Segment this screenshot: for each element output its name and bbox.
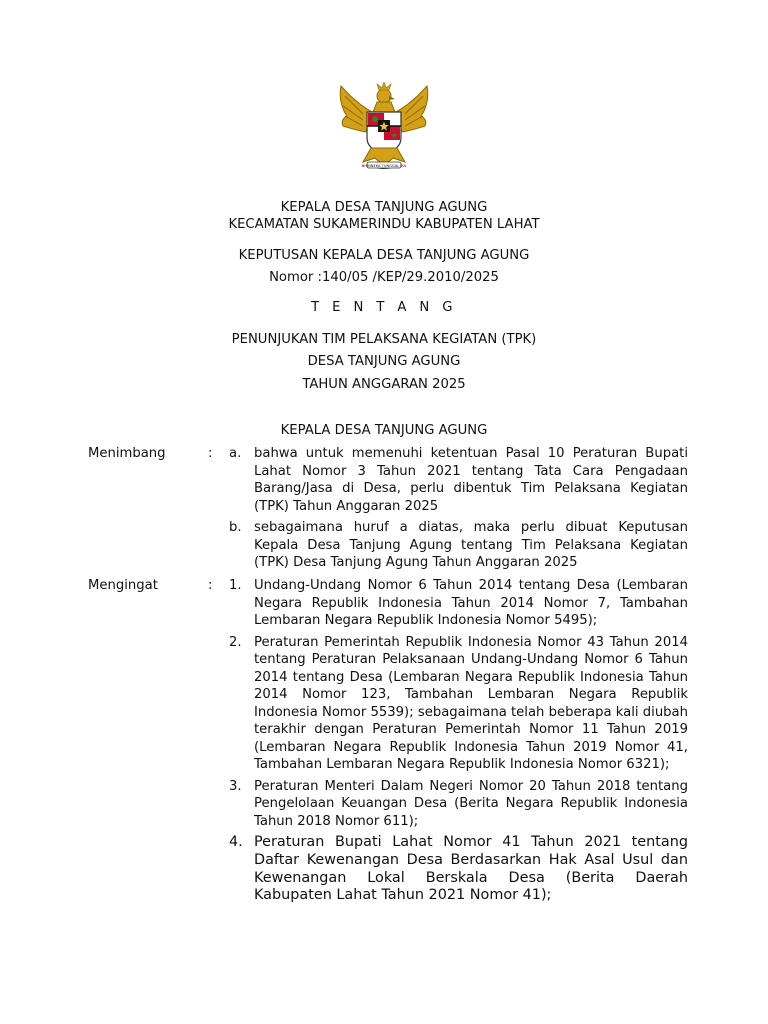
mengingat-item: [88, 577, 688, 630]
header-line-2: KECAMATAN SUKAMERINDU KABUPATEN LAHAT: [228, 217, 540, 232]
decision-title: KEPUTUSAN KEPALA DESA TANJUNG AGUNG: [238, 248, 530, 263]
decision-number: Nomor :140/05 /KEP/29.2010/2025: [269, 270, 499, 285]
mengingat-section: [88, 577, 688, 909]
subject-line-2: DESA TANJUNG AGUNG: [307, 354, 461, 369]
mengingat-label: Mengingat: [88, 578, 158, 593]
item-marker: b.: [229, 520, 242, 535]
item-marker: 1.: [229, 578, 242, 593]
subject-line-3: TAHUN ANGGARAN 2025: [302, 377, 466, 392]
item-text: Undang-Undang Nomor 6 Tahun 2014 tentang Desa (Lembaran Negara Republik Indonesia Tahun 2014 Nomor 7, Tambahan Lembaran Negara Republik Indonesia Nomor 5495);: [254, 578, 688, 628]
item-marker: a.: [229, 446, 242, 461]
tentang-heading: T E N T A N G: [311, 300, 457, 315]
menimbang-item: [88, 519, 688, 572]
garuda-pancasila-emblem: [333, 82, 435, 174]
mengingat-item: [88, 634, 688, 774]
issuer-heading: KEPALA DESA TANJUNG AGUNG: [280, 423, 488, 438]
mengingat-item: [88, 778, 688, 831]
item-text: Peraturan Bupati Lahat Nomor 41 Tahun 2021 tentang Daftar Kewenangan Desa Berdasarkan Hak Asal Usul dan Kewenangan Lokal Berskala Desa (Berita Daerah Kabupaten Lahat Tahun 2021 Nomor 41);: [254, 834, 688, 904]
item-text: bahwa untuk memenuhi ketentuan Pasal 10 Peraturan Bupati Lahat Nomor 3 Tahun 2021 tentang Tata Cara Pengadaan Barang/Jasa di Desa, perlu dibentuk Tim Pelaksana Kegiatan (TPK) Tahun Anggaran 2025: [254, 446, 688, 514]
menimbang-item: [88, 445, 688, 515]
menimbang-label: Menimbang: [88, 446, 166, 461]
menimbang-section: [88, 445, 688, 576]
svg-text:BHINNEKA TUNGGAL IKA: BHINNEKA TUNGGAL IKA: [361, 164, 407, 168]
item-text: sebagaimana huruf a diatas, maka perlu dibuat Keputusan Kepala Desa Tanjung Agung tentang Tim Pelaksana Kegiatan (TPK) Desa Tanjung Agung Tahun Anggaran 2025: [254, 520, 688, 570]
item-marker: 4.: [229, 834, 243, 850]
mengingat-item: [88, 834, 688, 905]
mengingat-colon: :: [208, 578, 213, 593]
subject-line-1: PENUNJUKAN TIM PELAKSANA KEGIATAN (TPK): [231, 332, 537, 347]
header-line-1: KEPALA DESA TANJUNG AGUNG: [280, 200, 488, 215]
item-marker: 2.: [229, 634, 242, 650]
item-text: Peraturan Pemerintah Republik Indonesia Nomor 43 Tahun 2014 tentang Peraturan Pelaksanaan Undang-Undang Nomor 6 Tahun 2014 tentang Desa (Lembaran Negara Republik Indonesia Tahun 2014 Nomor 123, Tambahan Lembaran Negara Republik Indonesia Nomor 5539); sebagaimana telah beberapa kali diubah terakhir dengan Peraturan Pemerintah Nomor 11 Tahun 2019 (Lembaran Negara Republik Indonesia Tahun 2019 Nomor 41, Tambahan Lembaran Negara Republik Indonesia Nomor 6321);: [254, 634, 688, 772]
item-marker: 3.: [229, 778, 242, 794]
item-text: Peraturan Menteri Dalam Negeri Nomor 20 Tahun 2018 tentang Pengelolaan Keuangan Desa (Berita Negara Republik Indonesia Tahun 2018 Nomor 611);: [254, 778, 688, 829]
menimbang-colon: :: [208, 446, 213, 461]
